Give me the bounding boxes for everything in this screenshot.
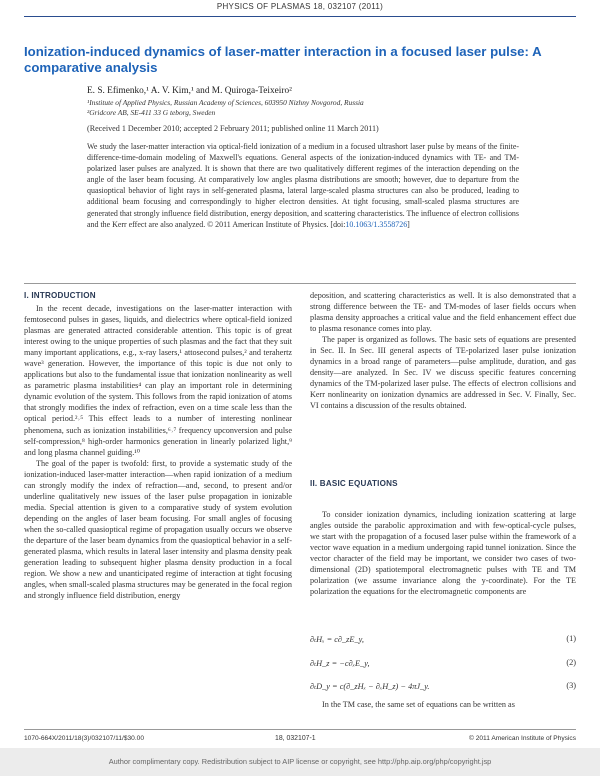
equation-2-expr: ∂ₜH_z = −c∂ₓE_y, bbox=[310, 659, 370, 668]
doi-link[interactable]: 10.1063/1.3558726 bbox=[345, 219, 408, 229]
paper-title: Ionization-induced dynamics of laser-matter interaction in a focused laser pulse: A comparative analysis bbox=[24, 44, 542, 75]
abstract-text: We study the laser-matter interaction via optical-field ionization of a medium in a focused ultrashort laser pulse by means of the finite-difference-time-domain modeling of Maxwell's equations. General aspects of the ionization-induced dynamics with TE- and TM-polarized laser pulses are analyzed. It is shown that there are two qualitatively different regimes of the interaction depending on the angle of the laser beam focusing. At comparatively low angles plasma distributions are smooth; however, due to departure from the quasioptical behavior of light rays in self-generated plasma, lateral large-scaled plasma structures can also be produced, leading to additional beam focusing and correspondingly to higher electron densities. At tight focusing, small-scaled plasma structures are generated that strongly influence field distribution, energy deposition, and scattering characteristics. The influence of electron collisions and the Kerr effect are also analyzed. bbox=[87, 142, 519, 229]
footer-rule bbox=[24, 729, 576, 730]
header-rule bbox=[24, 16, 576, 17]
footer-copyright: © 2011 American Institute of Physics bbox=[469, 735, 576, 742]
footer-issn: 1070-664X/2011/18(3)/032107/11/$30.00 bbox=[24, 735, 145, 742]
basic-paragraph-1: To consider ionization dynamics, including ionization scattering at large angles outside the parabolic approximation and with few-optical-cycle pulses, we start with the propagation of a focused laser pulse within the framework of a vector wave equation in a medium undergoing rapid tunnel ionization. Since the vector character of the field may be important, we consider two cases of two-dimensional (2D) spatiotemporal electromagnetic pulses with TE and TM polarization (we assume invariance along the y-coordinate). For the TE polarization the equations for the electromagnetic components are bbox=[310, 510, 576, 597]
equation-2-number: (2) bbox=[566, 658, 576, 667]
doi-suffix: ] bbox=[407, 219, 410, 229]
abstract-rule bbox=[24, 283, 576, 284]
received-dates: (Received 1 December 2010; accepted 2 February 2011; published online 11 March 2011) bbox=[87, 124, 379, 133]
equation-3-expr: ∂ₜD_y = c(∂_zHₓ − ∂ₓH_z) − 4πJ_y. bbox=[310, 682, 430, 691]
section-heading-basic-equations: II. BASIC EQUATIONS bbox=[310, 479, 398, 488]
authors: E. S. Efimenko,¹ A. V. Kim,¹ and M. Quiroga-Teixeiro² bbox=[87, 86, 292, 96]
copy-note: Author complimentary copy. Redistribution subject to AIP license or copyright, see http://php.aip.org/php/copyright.jsp bbox=[108, 757, 492, 766]
equation-3-number: (3) bbox=[566, 681, 576, 690]
intro-paragraph-2: The goal of the paper is twofold: first, to provide a systematic study of the ionization-induced laser-matter interaction—when rapid ionization of a medium can strongly modify the index of refraction—and, second, to present and/or underline qualitatively new issues of the laser pulse propagation in ionizable media. Special attention is given to a comparative study of system evolution depending on the angles of laser beam focusing. For small angles of focusing when the so-called quasioptical regime of propagation usually occurs we observe the departure of the laser beam dynamics from the quasioptical behavior in a self-generated plasma, which results in lateral laser intensity and plasma density peak generation leading to subsequent higher plasma density production in a focal region. We show a new and unanticipated regime of interaction at tight focusing angles, when small-scaled plasma structures may be generated in the focal region and strongly influence field distribution, energy bbox=[24, 458, 292, 601]
equation-1 bbox=[310, 634, 576, 644]
tm-case-paragraph bbox=[310, 699, 576, 710]
doi-prefix: [doi: bbox=[330, 219, 346, 229]
abstract-copyright: © 2011 American Institute of Physics. bbox=[207, 219, 329, 229]
abstract bbox=[87, 141, 519, 230]
intro-paragraph-3: deposition, and scattering characteristics as well. It is also demonstrated that a strong difference between the TE- and TM-modes of laser fields occurs when plasma density approaches a critical value and the field enhancement effect due to plasma resonance comes into play. bbox=[310, 291, 576, 334]
tm-case-text: In the TM case, the same set of equations can be written as bbox=[322, 700, 515, 709]
footer-page-number: 18, 032107-1 bbox=[275, 735, 316, 742]
affiliation-1: ¹Institute of Applied Physics, Russian Academy of Sciences, 603950 Nizhny Novgorod, Russia bbox=[87, 98, 364, 107]
intro-paragraph-4: The paper is organized as follows. The basic sets of equations are presented in Sec. II. In Sec. III general aspects of TE-polarized laser pulse ionization dynamics in a broad range of parameters—pulse amplitude, duration, and gas density—are analyzed. In Sec. IV we discuss specific features concerning dynamics of the TM-polarized laser pulse. The effects of electron collisions and Kerr nonlinearity on ionization dynamics are addressed in Sec. V. Finally, Sec. VI contains a discussion of the results obtained. bbox=[310, 335, 576, 411]
section-heading-introduction: I. INTRODUCTION bbox=[24, 291, 96, 300]
equation-2 bbox=[310, 658, 576, 668]
right-column-bottom bbox=[310, 509, 576, 597]
intro-paragraph-1: In the recent decade, investigations on the laser-matter interaction with femtosecond pulses in gases, liquids, and dielectrics where optical-field ionized plasmas are generated attracted considerable attention. This topic is of great interest owing to the unique properties of such plasmas and the fact that they suit many important applications, e.g., x-ray lasers,¹ attosecond pulses,² and terahertz wave³ generation. However, the importance of this topic is due not only to applications but also to the fundamental issue that ionization nonlinearity as well as parametric plasma instabilities⁴ can play an important role in determining dynamic evolution of the system. This follows from the rapid ionization of atoms that strongly modifies the index of refraction, even on a time scale less than the optical period.²˒⁵ This effect leads to a number of interesting nonlinear phenomena, such as ionization instabilities,⁶˒⁷ frequency upconversion and pulse self-compression,⁸ high-order harmonics generation in linearly polarized light,⁹ and long plasma channel guiding.¹⁰ bbox=[24, 304, 292, 457]
equation-1-number: (1) bbox=[566, 634, 576, 643]
equation-3 bbox=[310, 681, 576, 691]
running-head: PHYSICS OF PLASMAS 18, 032107 (2011) bbox=[216, 2, 384, 11]
left-column bbox=[24, 303, 292, 601]
equation-1-expr: ∂ₜHₓ = c∂_zE_y, bbox=[310, 635, 364, 644]
affiliation-2: ²Gridcore AB, SE-411 33 G teborg, Sweden bbox=[87, 108, 216, 117]
right-column-top bbox=[310, 290, 576, 412]
